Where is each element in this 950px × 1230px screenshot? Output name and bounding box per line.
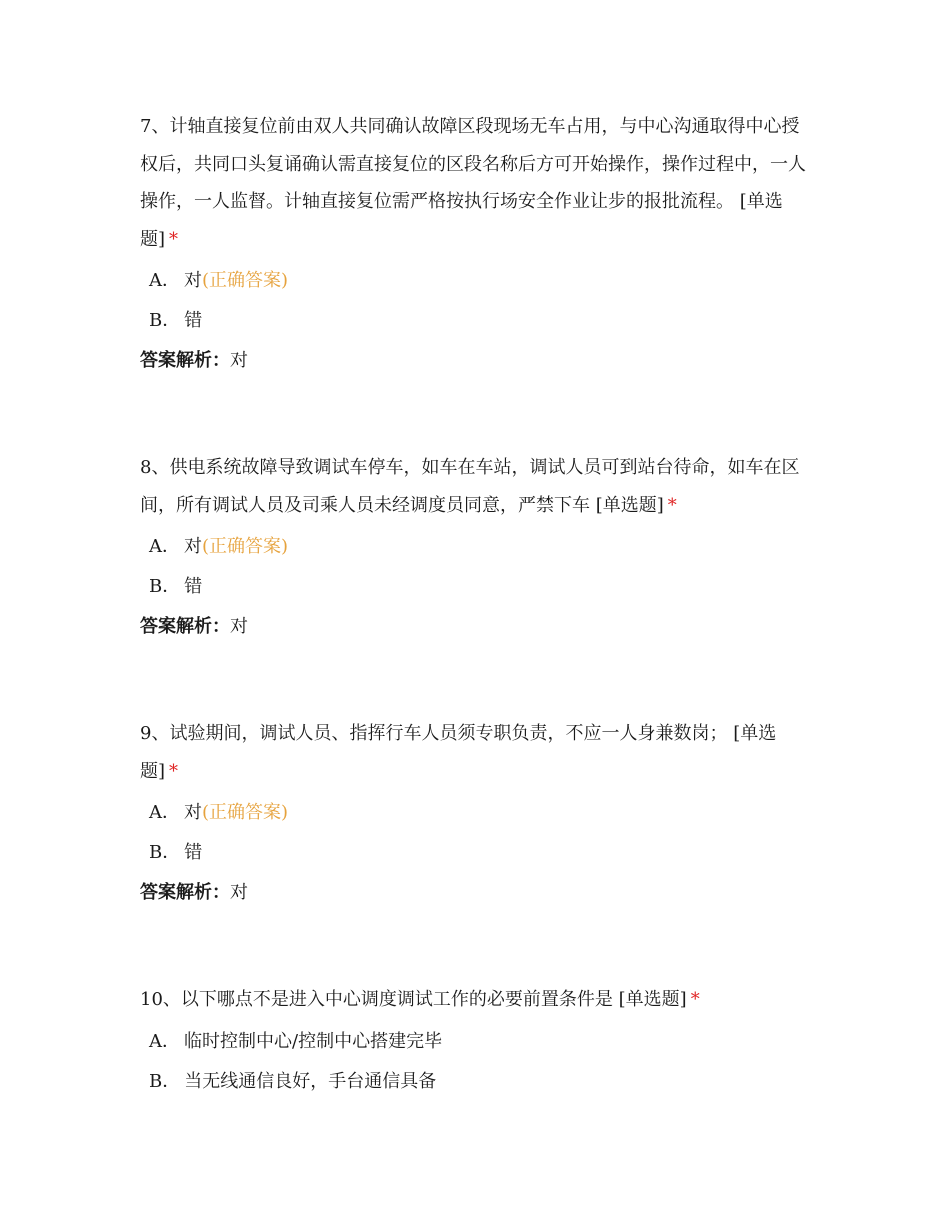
analysis-value: 对: [230, 882, 248, 903]
option-b[interactable]: [140, 833, 810, 873]
option-letter: B．: [149, 576, 181, 597]
options-list: [140, 1022, 810, 1102]
option-b[interactable]: [140, 301, 810, 341]
question-text: 8、供电系统故障导致调试车停车，如车在车站，调试人员可到站台待命，如车在区间，所有调试人员及司乘人员未经调度员同意，严禁下车 [单选题] *: [140, 457, 800, 516]
analysis-label: 答案解析：: [140, 350, 230, 371]
option-letter: A．: [149, 270, 180, 291]
option-letter: B．: [149, 310, 181, 331]
question-text: 10、以下哪点不是进入中心调度调试工作的必要前置条件是 [单选题] *: [140, 989, 700, 1010]
required-star: *: [690, 989, 700, 1010]
option-a[interactable]: [140, 793, 810, 833]
option-label: 对: [184, 536, 202, 557]
analysis-label: 答案解析：: [140, 616, 230, 637]
question-type: [单选题]: [595, 494, 664, 516]
option-b[interactable]: [140, 567, 810, 607]
answer-analysis: [140, 341, 810, 381]
option-label: 错: [184, 310, 203, 331]
option-a[interactable]: [140, 261, 810, 301]
survey-page: [140, 108, 810, 1102]
question-text: 9、试验期间，调试人员、指挥行车人员须专职负责，不应一人身兼数岗； [单选题] *: [140, 723, 777, 782]
correct-answer-tag: (正确答案): [202, 536, 289, 557]
option-letter: B．: [149, 842, 181, 863]
required-star: *: [667, 494, 677, 516]
required-star: *: [169, 228, 179, 250]
analysis-value: 对: [230, 616, 248, 637]
option-b[interactable]: [140, 1062, 810, 1102]
question-type: [单选题]: [140, 191, 783, 250]
question-type: [单选题]: [140, 723, 777, 782]
analysis-value: 对: [230, 350, 248, 371]
option-a[interactable]: [140, 527, 810, 567]
option-label: 对: [184, 802, 202, 823]
correct-answer-tag: (正确答案): [202, 270, 289, 291]
options-list: [140, 793, 810, 873]
option-label: 当无线通信良好，手台通信具备: [184, 1070, 437, 1092]
analysis-label: 答案解析：: [140, 882, 230, 903]
question-8: [140, 449, 810, 647]
option-label: 对: [184, 270, 202, 291]
option-label: 临时控制中心/控制中心搭建完毕: [184, 1030, 443, 1052]
option-a[interactable]: [140, 1022, 810, 1062]
correct-answer-tag: (正确答案): [202, 802, 289, 823]
answer-analysis: [140, 607, 810, 647]
question-9: [140, 715, 810, 913]
option-letter: A．: [149, 802, 180, 823]
question-text: 7、计轴直接复位前由双人共同确认故障区段现场无车占用，与中心沟通取得中心授权后，共同口头复诵确认需直接复位的区段名称后方可开始操作，操作过程中，一人操作，一人监督。计轴直接复位需严格按执行场安全作业让步的报批流程。 [单选题] *: [140, 116, 806, 250]
option-label: 错: [184, 576, 203, 597]
question-7: [140, 108, 810, 381]
options-list: [140, 261, 810, 341]
option-letter: A．: [149, 1030, 180, 1052]
options-list: [140, 527, 810, 607]
answer-analysis: [140, 873, 810, 913]
question-type: [单选题]: [618, 989, 687, 1010]
required-star: *: [169, 760, 179, 782]
option-label: 错: [184, 842, 203, 863]
option-letter: B．: [149, 1070, 181, 1092]
question-10: [140, 981, 810, 1102]
option-letter: A．: [149, 536, 180, 557]
